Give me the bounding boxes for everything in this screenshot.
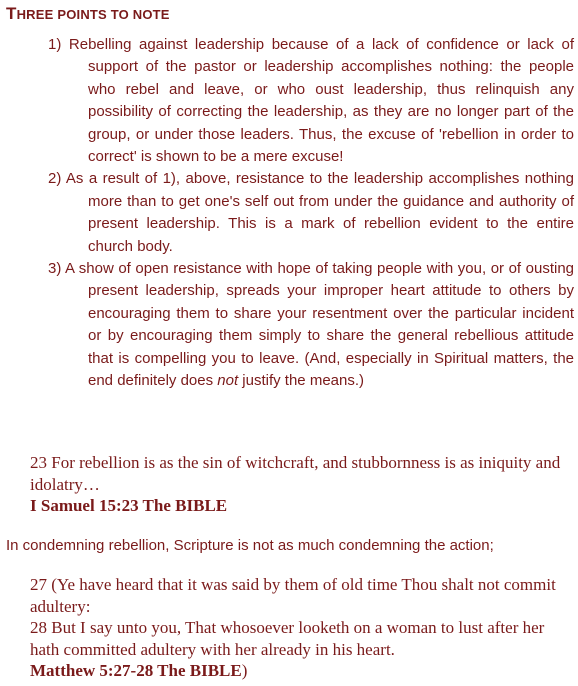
point-3 (48, 258, 574, 392)
condemning-note: In condemning rebellion, Scripture is not as much condemning the action; (6, 537, 494, 554)
quote-matthew-reference: Matthew 5:27-28 The BIBLE (30, 661, 242, 680)
scripture-quote-matthew (30, 574, 570, 682)
quote-samuel-verse: 23 For rebellion is as the sin of witchcraft, and stubbornness is as iniquity and idolatry… (30, 453, 561, 494)
quote-matthew-verse-27: 27 (Ye have heard that it was said by them of old time Thou shalt not commit adultery: (30, 575, 556, 616)
point-3-text-start: 3) A show of open resistance with hope of taking people with you, or of ousting present leadership, spreads your improper heart attitude to others by encouraging them to share your resentment over the particular incident or by encouraging them simply to share the general rebellious attitude that is compelling you to leave. (And, especially in Spiritual matters, the end definitely does (48, 260, 574, 390)
point-1: 1) Rebelling against leadership because of a lack of confidence or lack of support of the pastor or leadership accomplishes nothing: the people who rebel and leave, or who oust leadership, thus relinquish any possibility of correcting the leadership, as they are no longer part of the group, or under those leaders. Thus, the excuse of 'rebellion in order to correct' is shown to be a mere excuse! (48, 36, 574, 166)
section-heading (6, 4, 170, 24)
point-3-text-end: justify the means.) (238, 372, 365, 390)
heading-first-letter: T (6, 4, 17, 23)
quote-matthew-verse-28: 28 But I say unto you, That whosoever looketh on a woman to lust after her hath committed adultery with her already in his heart. (30, 618, 545, 659)
quote-matthew-closing-paren: ) (241, 661, 248, 680)
quote-matthew-reference-line (30, 660, 570, 682)
point-2: 2) As a result of 1), above, resistance to the leadership accomplishes nothing more than to get one's self out from under the guidance and authority of present leadership. This is a mark of rebellion evident to the entire church body. (48, 170, 574, 255)
points-list (48, 34, 574, 393)
scripture-quote-samuel (30, 452, 570, 517)
point-3-emphasis: not (217, 372, 239, 390)
quote-samuel-reference: I Samuel 15:23 The BIBLE (30, 496, 228, 515)
heading-rest: HREE POINTS TO NOTE (16, 7, 170, 22)
